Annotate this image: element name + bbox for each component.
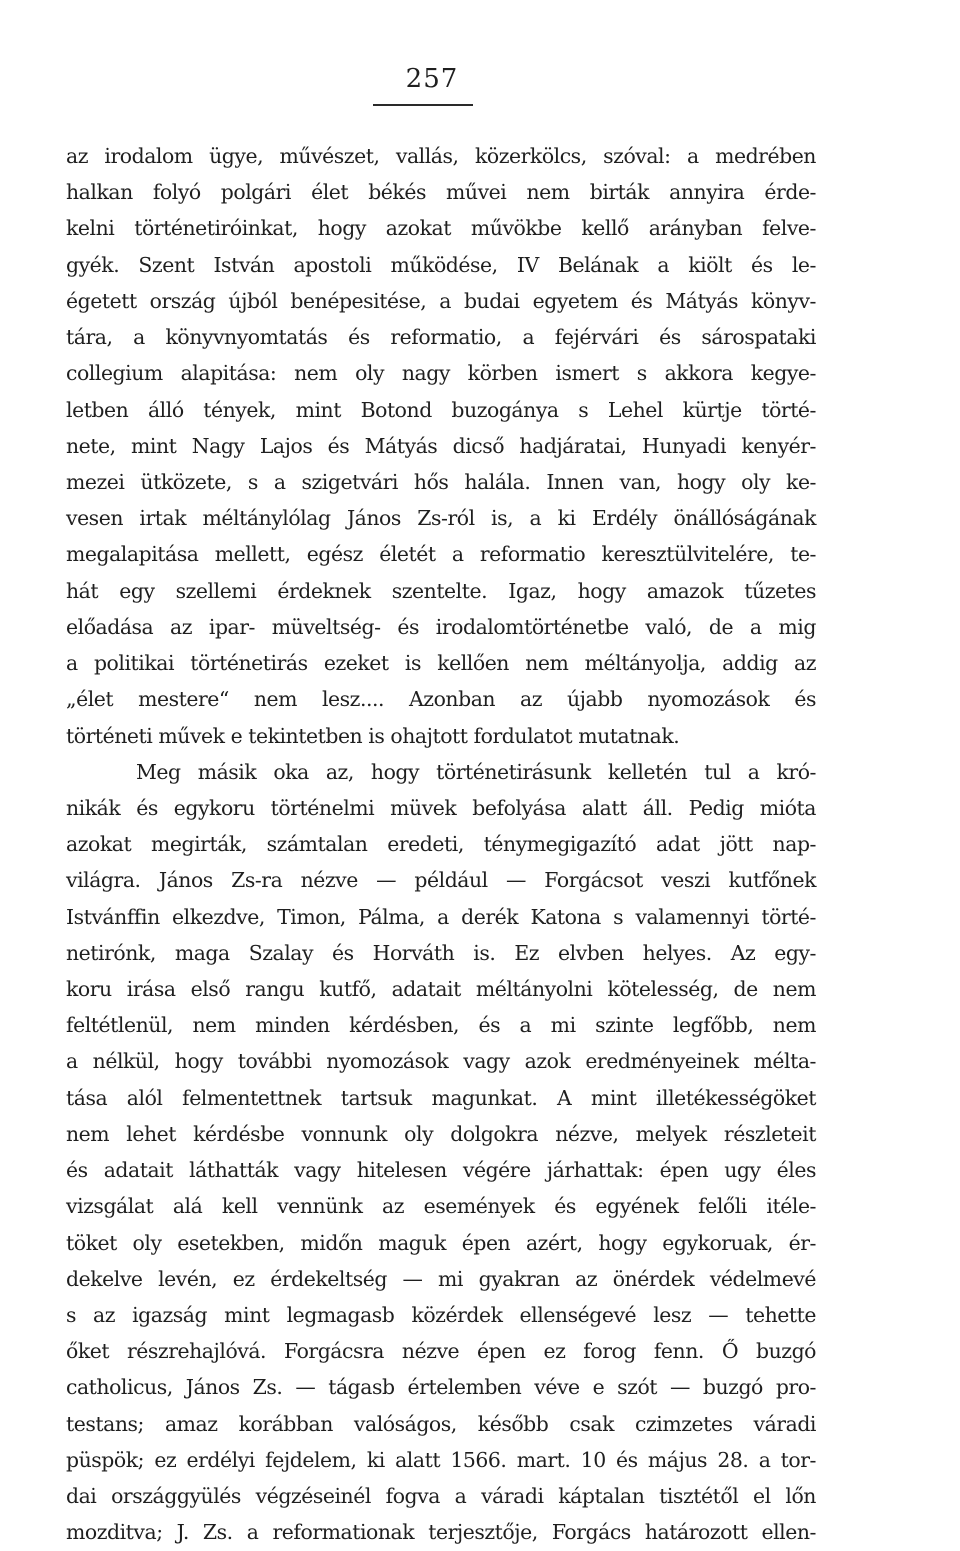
text-line: mezei ütközete, s a szigetvári hős halála. Innen van, hogy oly ke- <box>66 469 816 494</box>
text-line: és adatait láthatták vagy hitelesen végére járhattak: épen ugy éles <box>66 1158 816 1183</box>
text-line: azokat megirták, számtalan eredeti, ténymegigazító adat jött nap- <box>66 832 816 857</box>
text-line: Istvánffin elkezdve, Timon, Pálma, a derék Katona s valamennyi törté- <box>66 904 816 929</box>
text-line: nem lehet kérdésbe vonnunk oly dolgokra nézve, melyek részleteit <box>66 1121 816 1146</box>
text-line: a nélkül, hogy további nyomozások vagy azok eredményeinek mélta- <box>66 1049 816 1074</box>
text-line: dekelve levén, ez érdekeltség — mi gyakran az önérdek védelmevé <box>66 1266 816 1291</box>
text-line: világra. János Zs-ra nézve — például — Forgácsot veszi kutfőnek <box>66 868 816 893</box>
text-line: püspök; ez erdélyi fejdelem, ki alatt 1566. mart. 10 és május 28. a tor- <box>66 1447 816 1472</box>
text-line: mozditva; J. Zs. a reformationak terjesztője, Forgács határozott ellen- <box>66 1520 816 1545</box>
text-line: előadása az ipar- müveltség- és irodalomtörténetbe való, de a mig <box>66 614 816 639</box>
text-line: töket oly esetekben, midőn maguk épen azért, hogy egykoruak, ér- <box>66 1230 816 1255</box>
text-line: dai országgyülés végzéseinél fogva a váradi káptalan tisztétől el lőn <box>66 1484 816 1509</box>
text-line: netirónk, maga Szalay és Horváth is. Ez elvben helyes. Az egy- <box>66 940 816 965</box>
text-line: catholicus, János Zs. — tágasb értelemben véve e szót — buzgó pro- <box>66 1375 816 1400</box>
text-line: megalapitása mellett, egész életét a reformatio keresztülvitelére, te- <box>66 542 816 567</box>
body-text <box>66 138 816 1551</box>
text-line: gyék. Szent István apostoli működése, IV Belának a kiölt és le- <box>66 252 816 277</box>
text-line: vesen irtak méltánylólag János Zs-ról is, a ki Erdély önállóságának <box>66 506 816 531</box>
text-line: hát egy szellemi érdeknek szentelte. Igaz, hogy amazok tűzetes <box>66 578 816 603</box>
text-line: tása alól felmentettnek tartsuk magunkat. A mint illetékességöket <box>66 1085 816 1110</box>
text-line: feltétlenül, nem minden kérdésben, és a mi szinte legfőbb, nem <box>66 1013 816 1038</box>
page-number-rule <box>373 104 473 106</box>
text-line: az irodalom ügye, művészet, vallás, közerkölcs, szóval: a medrében <box>66 144 816 168</box>
paragraph-end-line: történeti művek e tekintetben is ohajtott fordulatot mutatnak. <box>66 723 680 748</box>
text-line: nikák és egykoru történelmi müvek befolyása alatt áll. Pedig mióta <box>66 795 816 820</box>
text-line: égetett ország újból benépesitése, a budai egyetem és Mátyás könyv- <box>66 288 816 313</box>
page-number: 257 <box>405 64 459 94</box>
text-line: tára, a könyvnyomtatás és reformatio, a fejérvári és sárospataki <box>66 325 816 350</box>
text-line: „élet mestere“ nem lesz.... Azonban az újabb nyomozások és <box>66 687 816 712</box>
text-line: halkan folyó polgári élet békés művei nem birták annyira érde- <box>66 180 816 205</box>
text-line: a politikai történetirás ezeket is kellően nem méltányolja, addig az <box>66 651 816 676</box>
text-line: s az igazság mint legmagasb közérdek ellenségevé lesz — tehette <box>66 1303 816 1327</box>
text-line: letben álló tények, mint Botond buzogánya s Lehel kürtje törté- <box>66 397 816 422</box>
text-line: collegium alapitása: nem oly nagy körben ismert s akkora kegye- <box>66 361 816 386</box>
text-line: testans; amaz korábban valóságos, később csak czimzetes váradi <box>66 1411 816 1436</box>
text-line: vizsgálat alá kell vennünk az események és egyének felőli itéle- <box>66 1194 816 1219</box>
text-line: nete, mint Nagy Lajos és Mátyás dicső hadjáratai, Hunyadi kenyér- <box>66 433 816 458</box>
paragraph-start-line: Meg másik oka az, hogy történetirásunk kelletén tul a kró- <box>136 759 816 784</box>
text-line: kelni történetiróinkat, hogy azokat művökbe kellő arányban felve- <box>66 216 816 241</box>
text-line: koru irása első rangu kutfő, adatait méltányolni kötelesség, de nem <box>66 977 816 1002</box>
text-line: őket részrehajlóvá. Forgácsra nézve épen ez forog fenn. Ő buzgó <box>66 1339 816 1364</box>
